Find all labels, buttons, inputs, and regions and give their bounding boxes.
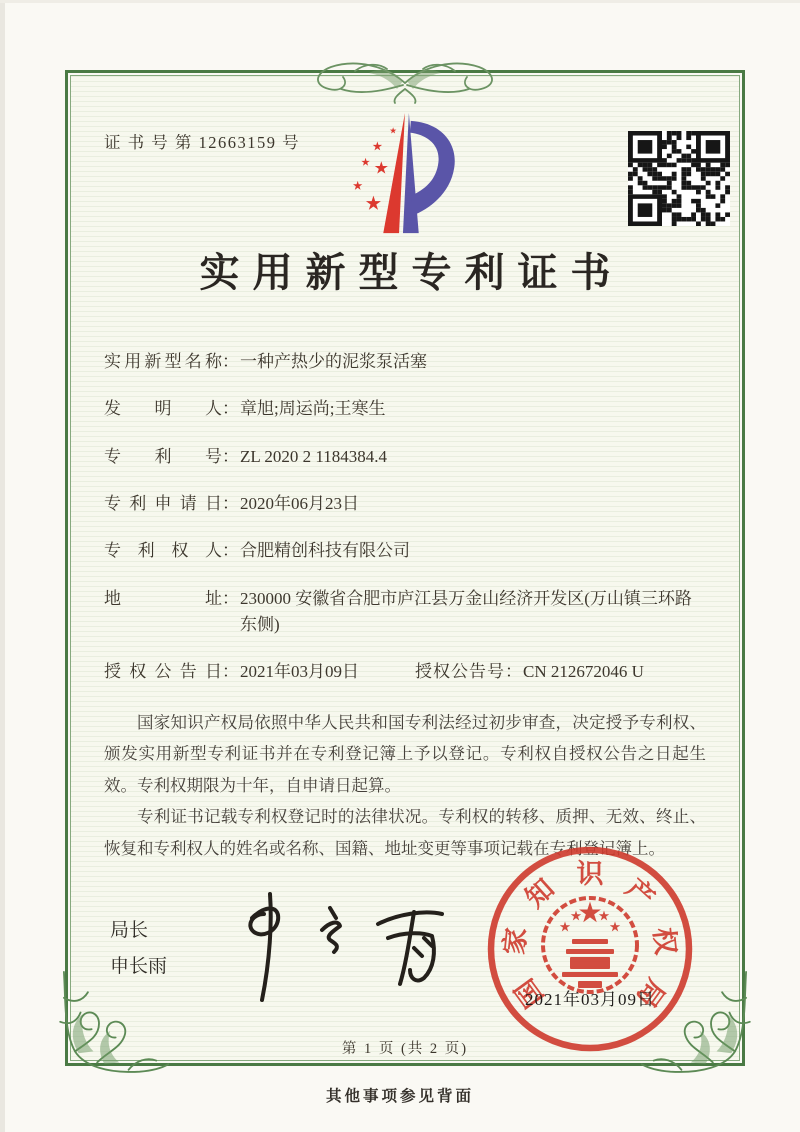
field-value: 230000 安徽省合肥市庐江县万金山经济开发区(万山镇三环路东侧) <box>240 588 692 635</box>
field-value: 章旭;周运尚;王寒生 <box>240 399 386 419</box>
certificate-border-frame <box>65 70 745 1066</box>
certificate-body <box>104 349 706 864</box>
field-inventors: 发明人 ： 章旭;周运尚;王寒生 <box>104 396 706 422</box>
svg-text:国: 国 <box>509 973 550 1013</box>
field-label: 地址 <box>104 588 222 608</box>
field-value: 一种产热少的泥浆泵活塞 <box>240 352 427 371</box>
field-grant-announcement: 授权公告日 ： 2021年03月09日 授权公告号 ： CN 212672046 U <box>104 659 706 685</box>
logo-blue-p-bowl <box>410 121 455 216</box>
seal-date: 2021年03月09日 <box>525 990 655 1009</box>
grant-number-value: CN 212672046 U <box>523 662 644 682</box>
seal-national-emblem <box>543 898 637 992</box>
certificate-title: 实用新型专利证书 <box>199 250 624 295</box>
commissioner-name: 申长雨 <box>110 956 168 977</box>
page-number: 第 1 页 (共 2 页) <box>341 1041 469 1057</box>
handwritten-signature-icon <box>218 888 498 1008</box>
top-border-scroll-ornament-icon <box>285 45 525 105</box>
certificate-number: 证 书 号 第 12663159 号 <box>104 133 301 152</box>
field-label: 实用新型名称 <box>104 352 222 371</box>
legal-paragraph-1: 国家知识产权局依照中华人民共和国专利法经过初步审查，决定授予专利权、颁发实用新型专利证书并在专利登记簿上予以登记。专利权自授权公告之日起生效。专利权期限为十年，自申请日起算。 <box>104 712 706 795</box>
field-patent-number: 专利号 ： ZL 2020 2 1184384.4 <box>104 444 706 470</box>
cnipa-logo-icon <box>340 111 462 239</box>
legal-paragraph-2: 专利证书记载专利权登记时的法律状况。专利权的转移、质押、无效、终止、恢复和专利权人的姓名或名称、国籍、地址变更等事项记载在专利登记簿上。 <box>104 807 706 858</box>
field-label: 授权公告日 <box>104 662 222 682</box>
field-grant-number: 授权公告号 ： CN 212672046 U <box>415 659 644 685</box>
svg-text:家: 家 <box>499 926 532 957</box>
scan-page-edge-top <box>0 0 800 3</box>
field-filing-date: 专利申请日 ： 2020年06月23日 <box>104 491 706 517</box>
grant-date-value: 2021年03月09日 <box>240 662 359 682</box>
field-label: 发明人 <box>104 399 222 419</box>
commissioner-title: 局长 <box>110 920 149 941</box>
field-value: 合肥精创科技有限公司 <box>240 541 410 561</box>
svg-text:知: 知 <box>519 873 560 914</box>
svg-text:产: 产 <box>620 873 661 914</box>
field-value: 2020年06月23日 <box>240 494 359 514</box>
official-red-seal-icon <box>480 839 700 1059</box>
field-utility-model-name: 实用新型名称 ： 一种产热少的泥浆泵活塞 <box>104 349 706 375</box>
field-label: 专利申请日 <box>104 494 222 514</box>
field-value: ZL 2020 2 1184384.4 <box>240 446 388 466</box>
field-label: 专利号 <box>104 446 222 466</box>
field-patentee: 专利权人 ： 合肥精创科技有限公司 <box>104 538 706 564</box>
field-label: 授权公告号 <box>415 662 505 682</box>
scan-page-edge <box>0 0 5 1132</box>
field-address: 地址 ： 230000 安徽省合肥市庐江县万金山经济开发区(万山镇三环路东侧) <box>104 586 706 639</box>
svg-text:权: 权 <box>648 926 681 957</box>
svg-text:局: 局 <box>630 973 671 1013</box>
qr-code <box>628 131 730 226</box>
field-label: 专利权人 <box>104 541 222 561</box>
see-back-note: 其他事项参见背面 <box>325 1088 474 1105</box>
svg-text:识: 识 <box>576 859 604 889</box>
